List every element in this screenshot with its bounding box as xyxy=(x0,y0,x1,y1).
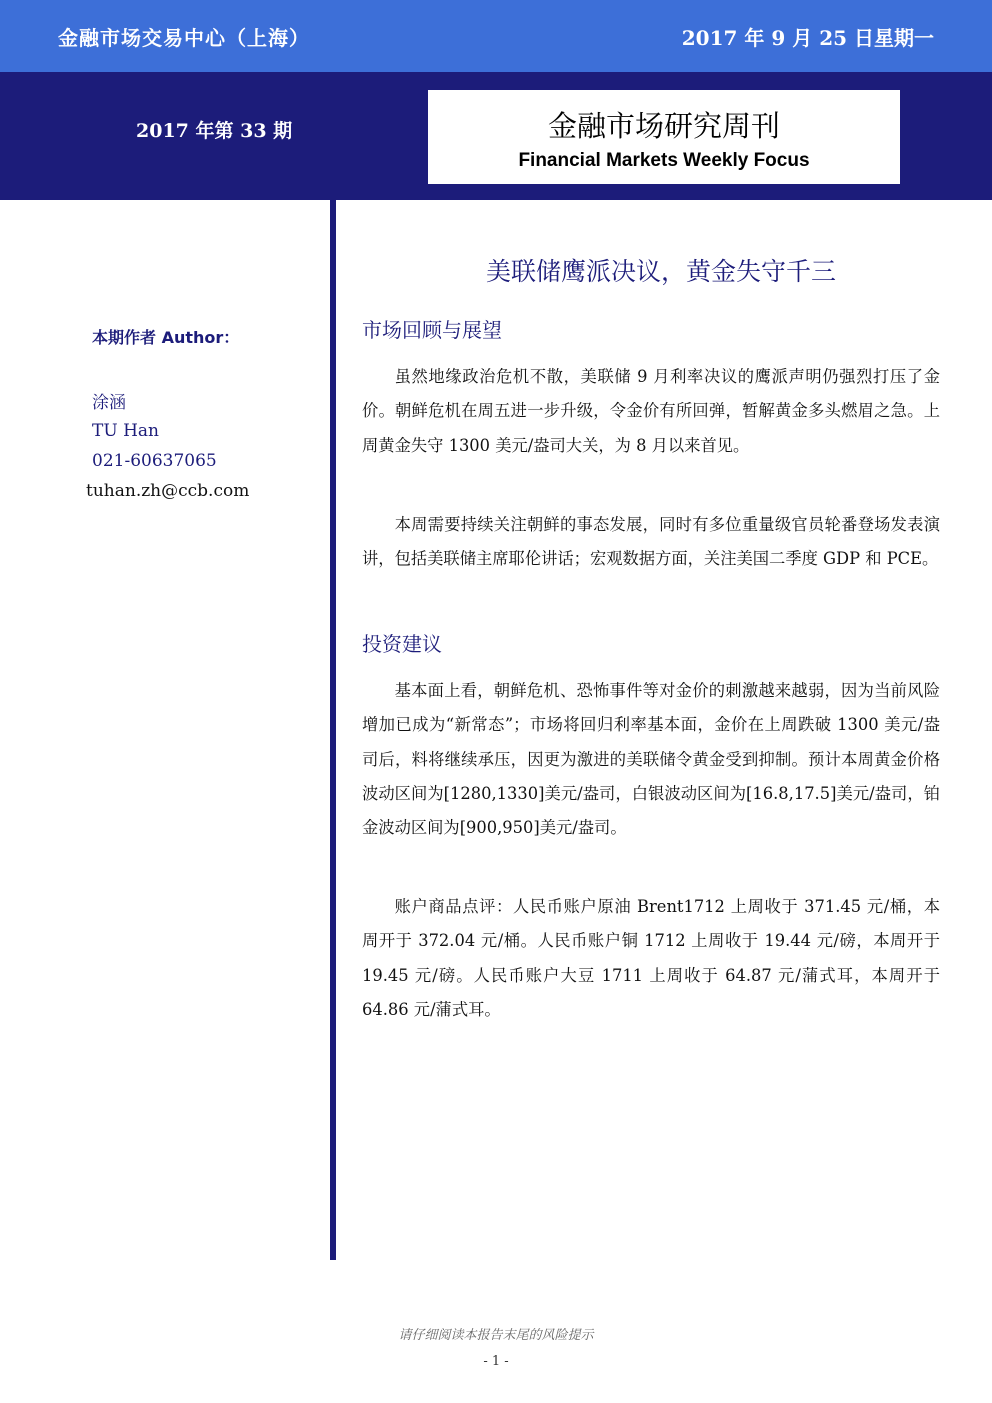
paragraph-market-review-2: 本周需要持续关注朝鲜的事态发展，同时有多位重量级官员轮番登场发表演讲，包括美联储主席耶伦讲话；宏观数据方面，关注美国二季度 GDP 和 PCE。 xyxy=(362,515,940,569)
issue-number: 2017 年第 33 期 xyxy=(136,120,293,142)
article-headline: 美联储鹰派决议，黄金失守千三 xyxy=(485,257,836,286)
page-number: - 1 - xyxy=(483,1354,509,1369)
publication-title-box xyxy=(428,90,900,184)
author-name-cn: 涂涵 xyxy=(92,393,126,413)
author-email[interactable]: tuhan.zh@ccb.com xyxy=(86,481,250,501)
paragraph-investment-advice-1: 基本面上看，朝鲜危机、恐怖事件等对金价的刺激越来越弱，因为当前风险增加已成为“新常态”；市场将回归利率基本面，金价在上周跌破 1300 美元/盎司后，料将继续承压，因更为激进的美联储令黄金受到抑制。预计本周黄金价格波动区间为[1280,1330]美元/盎司，白银波动区间为[16.8,17.5]美元/盎司，铂金波动区间为[900,950]美元/盎司。 xyxy=(362,681,940,838)
organization-name: 金融市场交易中心（上海） xyxy=(58,26,310,50)
paragraph-market-review-1: 虽然地缘政治危机不散，美联储 9 月利率决议的鹰派声明仍强烈打压了金价。朝鲜危机在周五进一步升级，令金价有所回弹，暂解黄金多头燃眉之急。上周黄金失守 1300 美元/盎司大关，为 8 月以来首见。 xyxy=(362,367,940,455)
risk-notice: 请仔细阅读本报告末尾的风险提示 xyxy=(398,1328,594,1343)
author-name-en: TU Han xyxy=(92,421,159,441)
title-band xyxy=(0,72,992,200)
top-bar xyxy=(0,0,992,72)
column-divider xyxy=(330,200,336,1260)
publication-title-cn: 金融市场研究周刊 xyxy=(547,109,780,143)
publication-title-en: Financial Markets Weekly Focus xyxy=(518,150,810,171)
section-heading-market-review: 市场回顾与展望 xyxy=(362,318,502,342)
author-heading: 本期作者 Author： xyxy=(92,328,240,347)
report-date: 2017 年 9 月 25 日星期一 xyxy=(681,26,934,50)
author-phone: 021-60637065 xyxy=(92,451,217,471)
section-heading-investment-advice: 投资建议 xyxy=(362,632,442,656)
paragraph-account-commodities: 账户商品点评：人民币账户原油 Brent1712 上周收于 371.45 元/桶，本周开于 372.04 元/桶。人民币账户铜 1712 上周收于 19.44 元/磅，本周开于 19.45 元/磅。人民币账户大豆 1711 上周收于 64.87 元/蒲式耳，本周开于 64.86 元/蒲式耳。 xyxy=(362,897,940,1019)
